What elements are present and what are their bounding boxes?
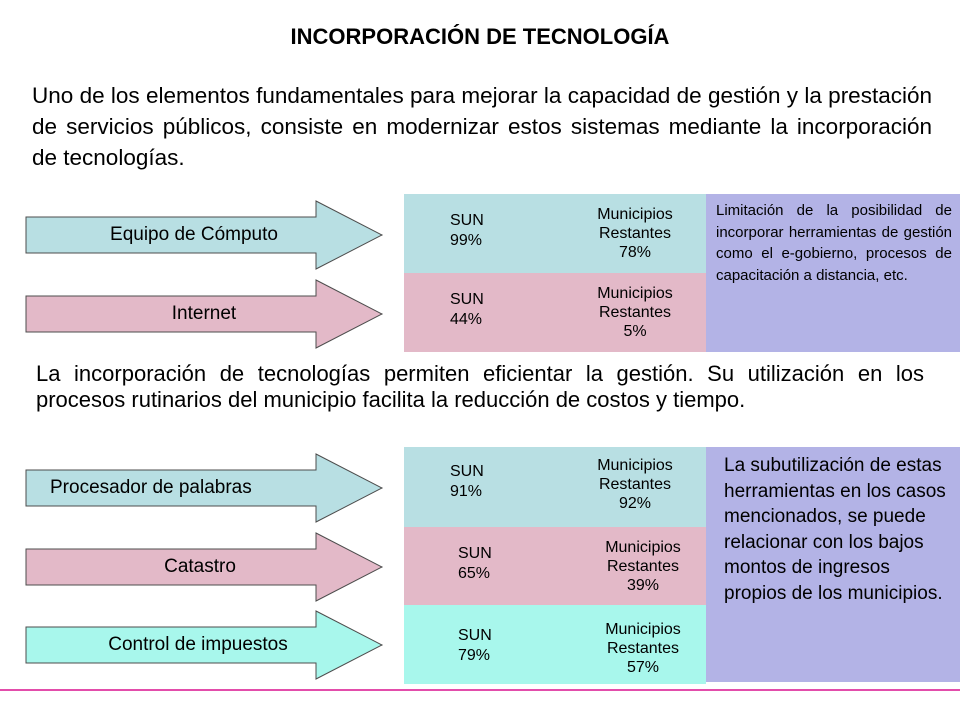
footer-rule [0,689,960,691]
municipios-label: Municipios Restantes 5% [597,285,673,340]
arrow-equipo-computo [24,199,384,271]
arrow-label: Internet [171,303,237,324]
sun-label: SUN 99% [450,212,484,249]
stats-row-equipo [404,194,706,273]
municipios-label: Municipios Restantes 39% [605,539,681,594]
municipios-label: Municipios Restantes 78% [597,206,673,261]
stats-row-internet [404,273,706,352]
arrow-procesador-palabras [24,452,384,524]
sun-label: SUN 79% [458,627,492,664]
middle-paragraph: La incorporación de tecnologías permiten eficientar la gestión. Su utilización en los procesos rutinarios del municipio facilita la reducción de costos y tiempo. [36,361,924,412]
municipios-label: Municipios Restantes 57% [605,621,681,676]
arrow-catastro [24,531,384,603]
arrow-label: Procesador de palabras [50,477,252,498]
arrow-label: Equipo de Cómputo [110,224,278,245]
arrow-label: Control de impuestos [108,634,288,655]
municipios-label: Municipios Restantes 92% [597,457,673,512]
sun-label: SUN 44% [450,291,484,328]
subutilization-note: La subutilización de estas herramientas en los casos mencionados, se puede relacionar con los bajos montos de ingresos propios de los municipios. [706,447,960,682]
intro-paragraph: Uno de los elementos fundamentales para mejorar la capacidad de gestión y la prestación de servicios públicos, consiste en modernizar estos sistemas mediante la incorporación de tecnologías. [32,83,932,170]
sun-label: SUN 91% [450,463,484,500]
arrow-control-impuestos [24,609,384,681]
stats-row-procesador [404,447,706,527]
stats-row-impuestos [404,605,706,684]
page-title: INCORPORACIÓN DE TECNOLOGÍA [290,24,670,49]
arrow-label: Catastro [164,556,236,577]
stats-row-catastro [404,527,706,605]
limitation-note: Limitación de la posibilidad de incorporar herramientas de gestión como el e-gobierno, procesos de capacitación a distancia, etc. [706,194,960,352]
arrow-internet [24,278,384,350]
sun-label: SUN 65% [458,545,492,582]
